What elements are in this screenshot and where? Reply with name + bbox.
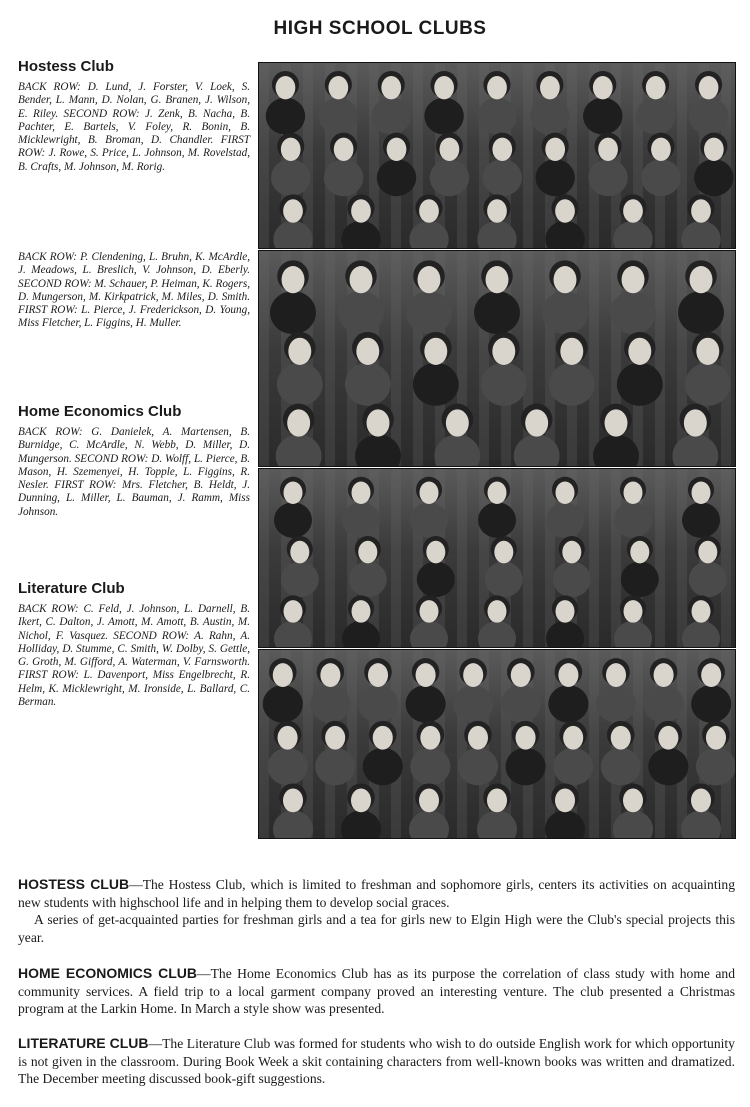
person-figure [549, 363, 595, 406]
club-name: Home Economics Club [18, 403, 182, 420]
person-figure [277, 363, 323, 406]
person-face [334, 138, 354, 161]
curtain-stripe [545, 650, 555, 838]
person-face [606, 663, 626, 687]
curtain-stripe [677, 469, 687, 647]
person-face [387, 138, 407, 161]
group-photo-figures [259, 251, 735, 466]
literature-club-description [18, 1035, 735, 1088]
person-face [416, 663, 436, 687]
person-face [525, 409, 548, 436]
person-figure [424, 98, 463, 135]
person-face [598, 138, 618, 161]
curtain-stripe [721, 251, 731, 466]
literature-club-roster-block [18, 580, 250, 709]
person-face [367, 409, 390, 436]
curtain-stripe [589, 251, 599, 466]
curtain-stripe [259, 63, 269, 248]
person-figure [535, 159, 574, 196]
person-face [690, 266, 713, 293]
person-face [556, 481, 575, 504]
person-face [487, 788, 507, 812]
person-face [492, 338, 515, 365]
curtain-stripe [655, 469, 665, 647]
home-economics-description [18, 965, 735, 1018]
person-figure [478, 502, 516, 538]
curtain-stripe [413, 63, 423, 248]
person-face [440, 138, 460, 161]
person-face [420, 481, 439, 504]
person-figure [506, 748, 546, 786]
club-roster: BACK ROW: D. Lund, J. Forster, V. Loek, S. Bender, L. Mann, D. Nolan, G. Branen, J. Wilson, E. Riley. SECOND ROW: J. Zenk, B. Nacha, B. Pachter, E. Bartels, V. Foley, R. Bonin, B. Micklewright, B. Broman, D. Chandler. FIRST ROW: J. Rowe, S. Price, L. Johnson, M. Rovelstad, B. Crafts, M. Johnson, M. Rorig. [18, 81, 250, 173]
curtain-stripe [391, 251, 401, 466]
person-face [605, 409, 628, 436]
curtain-stripe [677, 63, 687, 248]
person-face [463, 663, 483, 687]
person-face [426, 541, 445, 564]
curtain-stripe [259, 251, 269, 466]
curtain-stripe [457, 469, 467, 647]
curtain-stripe [655, 251, 665, 466]
curtain-stripe [259, 650, 269, 838]
person-figure [345, 363, 391, 406]
person-figure [553, 748, 593, 786]
person-face [684, 409, 707, 436]
person-figure [315, 748, 355, 786]
person-face [283, 788, 303, 812]
curtain-stripe [523, 469, 533, 647]
person-face [623, 788, 643, 812]
group-photo-figures [259, 469, 735, 647]
person-figure [689, 562, 727, 598]
person-face [446, 409, 469, 436]
person-figure [641, 159, 680, 196]
person-figure [593, 434, 639, 466]
person-face [284, 600, 303, 623]
person-figure [546, 502, 584, 538]
person-face [278, 726, 298, 750]
person-figure [553, 562, 591, 598]
person-face [287, 409, 310, 436]
person-face [419, 199, 439, 222]
person-face [698, 541, 717, 564]
person-figure [614, 502, 652, 538]
person-figure [548, 685, 588, 723]
person-face [704, 138, 724, 161]
person-figure [406, 685, 446, 723]
person-face [419, 788, 439, 812]
person-figure [588, 159, 627, 196]
description-heading: HOSTESS CLUB [18, 876, 130, 892]
person-figure [691, 685, 731, 723]
person-figure [263, 685, 303, 723]
curtain-stripe [369, 63, 379, 248]
person-face [350, 266, 373, 293]
person-face [320, 663, 340, 687]
person-face [540, 76, 560, 99]
person-face [487, 76, 507, 99]
person-figure [310, 685, 350, 723]
person-face [418, 266, 441, 293]
person-figure [596, 685, 636, 723]
person-face [351, 788, 371, 812]
person-face [325, 726, 345, 750]
hostess-club-roster-block [18, 58, 250, 174]
person-face [288, 338, 311, 365]
person-face [558, 663, 578, 687]
person-face [487, 199, 507, 222]
person-face [692, 600, 711, 623]
hostess-club-description [18, 876, 735, 946]
person-figure [681, 221, 720, 248]
person-figure [648, 748, 688, 786]
person-figure [453, 685, 493, 723]
person-face [624, 600, 643, 623]
person-face [696, 338, 719, 365]
curtain-stripe [325, 251, 335, 466]
person-figure [338, 291, 384, 334]
person-face [424, 338, 447, 365]
person-figure [430, 159, 469, 196]
person-face [658, 726, 678, 750]
person-face [545, 138, 565, 161]
person-face [622, 266, 645, 293]
person-figure [410, 502, 448, 538]
person-figure [583, 98, 622, 135]
person-figure [377, 159, 416, 196]
person-figure [413, 363, 459, 406]
person-figure [349, 562, 387, 598]
person-figure [542, 291, 588, 334]
person-figure [696, 748, 735, 786]
person-figure [358, 685, 398, 723]
person-face [651, 138, 671, 161]
person-face [276, 76, 296, 99]
curtain-stripe [677, 650, 687, 838]
person-figure [270, 291, 316, 334]
second-hostess-photo [258, 250, 736, 467]
person-figure [406, 291, 452, 334]
person-face [691, 788, 711, 812]
curtain-stripe [611, 469, 621, 647]
second-hostess-roster-block [18, 251, 250, 331]
group-photo-figures [259, 63, 735, 248]
person-face [368, 663, 388, 687]
page-title: HIGH SCHOOL CLUBS [273, 18, 487, 39]
curtain-stripe [391, 469, 401, 647]
club-roster: BACK ROW: C. Feld, J. Johnson, L. Darnell, B. Ikert, C. Dalton, J. Amott, M. Amott, B. Austin, M. Nichol, F. Vasquez. SECOND ROW: A. Rahn, A. Holliday, D. Stumme, C. Smith, W. Dolby, S. Gettle, G. Groth, M. Gifford, A. Waterman, V. Farnsworth. FIRST ROW: L. Davenport, Miss Engelbrecht, R. Helm, K. Micklewright, M. Ironside, L. Ballard, C. Berman. [18, 603, 250, 709]
curtain-stripe [523, 63, 533, 248]
person-figure [319, 98, 358, 135]
person-figure [636, 98, 675, 135]
curtain-stripe [303, 63, 313, 248]
person-figure [644, 685, 684, 723]
person-face [492, 138, 512, 161]
person-figure [689, 98, 728, 135]
person-face [556, 600, 575, 623]
description-heading: LITERATURE CLUB [18, 1035, 149, 1051]
person-figure [501, 685, 541, 723]
description-text: —The Hostess Club, which is limited to freshman and sophomore girls, centers its activities on acquainting new students with highschool life and in helping them to develop social graces. [18, 877, 735, 910]
person-face [701, 663, 721, 687]
person-face [692, 481, 711, 504]
person-face [273, 663, 293, 687]
person-face [494, 541, 513, 564]
person-face [434, 76, 454, 99]
person-face [511, 663, 531, 687]
person-face [486, 266, 509, 293]
person-figure [266, 98, 305, 135]
person-figure [458, 748, 498, 786]
person-figure [268, 748, 308, 786]
person-face [555, 788, 575, 812]
person-face [420, 726, 440, 750]
person-face [624, 481, 643, 504]
curtain-stripe [303, 650, 313, 838]
description-heading: HOME ECONOMICS CLUB [18, 965, 198, 981]
person-figure [363, 748, 403, 786]
description-text: —The Home Economics Club has as its purpose the correlation of class study with home and community services. A field trip to a local garment company proved an interesting venture. The club presented a Christmas program at the Larkin Home. In March a style show was presented. [18, 966, 735, 1016]
hostess-club-photo [258, 62, 736, 249]
person-figure [324, 159, 363, 196]
person-figure [694, 159, 733, 196]
person-face [488, 600, 507, 623]
person-face [611, 726, 631, 750]
curtain-stripe [589, 650, 599, 838]
person-figure [678, 291, 724, 334]
description-text: —The Literature Club was formed for students who wish to do outside English work for which opportunity is not given in the classroom. During Book Week a skit containing characters from well-known books was written and dramatized. The December meeting discussed book-gift suggestions. [18, 1036, 735, 1086]
person-figure [610, 291, 656, 334]
club-roster: BACK ROW: G. Danielek, A. Martensen, B. Burnidge, C. McArdle, N. Webb, D. Miller, D. Mungerson. SECOND ROW: D. Wolff, L. Pierce, B. Mason, H. Szemenyei, H. Topple, L. Figgins, R. Nesler. FIRST ROW: Mrs. Fletcher, B. Heldt, J. Dunning, L. Miller, L. Bauman, J. Ramm, Miss Johnson. [18, 426, 250, 518]
person-figure [682, 621, 720, 647]
person-figure [485, 562, 523, 598]
person-face [699, 76, 719, 99]
curtain-stripe [259, 469, 269, 647]
curtain-stripe [721, 469, 731, 647]
person-face [554, 266, 577, 293]
person-face [555, 199, 575, 222]
person-figure [271, 159, 310, 196]
person-figure [621, 562, 659, 598]
group-photo-figures [259, 650, 735, 838]
person-figure [483, 159, 522, 196]
literature-club-photo [258, 649, 736, 839]
person-figure [682, 502, 720, 538]
person-face [468, 726, 488, 750]
person-figure [530, 98, 569, 135]
person-face [593, 76, 613, 99]
club-name: Hostess Club [18, 58, 114, 75]
person-face [562, 541, 581, 564]
person-face [290, 541, 309, 564]
home-economics-photo [258, 468, 736, 648]
person-figure [685, 363, 731, 406]
person-face [563, 726, 583, 750]
person-face [654, 663, 674, 687]
person-face [283, 199, 303, 222]
person-face [373, 726, 393, 750]
person-figure [371, 98, 410, 135]
description-text: A series of get-acquainted parties for freshman girls and a tea for girls new to Elgin High were the Club's special projects this year. [18, 912, 735, 945]
person-face [420, 600, 439, 623]
person-face [628, 338, 651, 365]
person-figure [601, 748, 641, 786]
person-figure [474, 291, 520, 334]
person-face [706, 726, 726, 750]
person-face [516, 726, 536, 750]
person-face [351, 199, 371, 222]
home-economics-roster-block [18, 403, 250, 519]
person-face [560, 338, 583, 365]
person-face [488, 481, 507, 504]
person-face [646, 76, 666, 99]
person-face [284, 481, 303, 504]
person-face [623, 199, 643, 222]
person-figure [410, 748, 450, 786]
person-figure [274, 502, 312, 538]
person-figure [342, 502, 380, 538]
person-face [352, 600, 371, 623]
person-face [281, 138, 301, 161]
club-name: Literature Club [18, 580, 125, 597]
person-face [630, 541, 649, 564]
person-figure [281, 562, 319, 598]
person-figure [417, 562, 455, 598]
person-face [381, 76, 401, 99]
club-roster: BACK ROW: P. Clendening, L. Bruhn, K. McArdle, J. Meadows, L. Breslich, V. Johnson, D. Eberly. SECOND ROW: M. Schauer, P. Heiman, K. Rogers, D. Mungerson, M. Kirkpatrick, M. Miles, D. Smith. FIRST ROW: L. Pierce, J. Frederickson, D. Young, Miss Fletcher, L. Figgins, H. Muller. [18, 251, 250, 330]
curtain-stripe [325, 469, 335, 647]
person-face [352, 481, 371, 504]
person-figure [481, 363, 527, 406]
person-face [356, 338, 379, 365]
person-figure [617, 363, 663, 406]
person-face [282, 266, 305, 293]
curtain-stripe [677, 251, 687, 466]
person-figure [477, 98, 516, 135]
person-face [358, 541, 377, 564]
person-face [328, 76, 348, 99]
curtain-stripe [589, 469, 599, 647]
person-face [691, 199, 711, 222]
